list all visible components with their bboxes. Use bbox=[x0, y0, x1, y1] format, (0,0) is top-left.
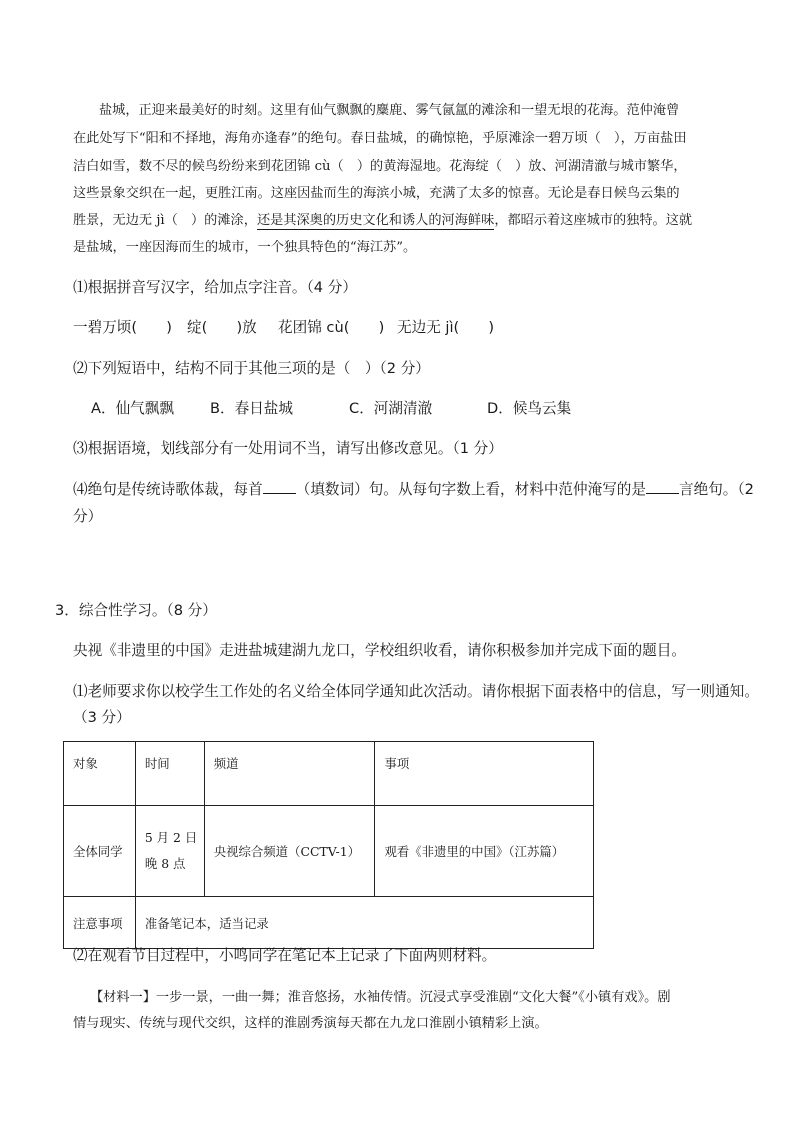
section-3-title: 3．综合性学习。（8 分） bbox=[55, 602, 217, 619]
question-2-prompt: ⑵下列短语中，结构不同于其他三项的是（ ）（2 分） bbox=[73, 360, 430, 377]
table-header-item: 事项 bbox=[375, 742, 594, 806]
passage-line-3: 洁白如雪，数不尽的候鸟纷纷来到花团锦 cù（ ）的黄海湿地。花海绽（ ）放、河湖清澈与城市繁华， bbox=[73, 159, 687, 174]
passage-line-5-end: ，都昭示着这座城市的独特。这就 bbox=[494, 213, 693, 228]
table-note-value: 准备笔记本，适当记录 bbox=[135, 897, 593, 949]
question-1-item-1: 一碧万顷( ) bbox=[73, 319, 172, 336]
question-1-item-3: 花团锦 cù( ) bbox=[278, 319, 385, 336]
table-note-row bbox=[64, 897, 594, 949]
question-4-part-2: （填数词）句。从每句字数上看，材料中范仲淹写的是 bbox=[295, 481, 646, 498]
table-header-time: 时间 bbox=[135, 742, 204, 806]
question-4-line-2: 分） bbox=[73, 508, 103, 525]
section-3-sub2: ⑵在观看节目过程中，小鸣同学在笔记本上记录了下面两则材料。 bbox=[73, 947, 497, 964]
option-b: B．春日盐城 bbox=[210, 400, 293, 417]
table-header-row bbox=[64, 742, 594, 806]
question-4-part-1: ⑷绝句是传统诗歌体裁，每首 bbox=[73, 481, 263, 498]
option-d: D．候鸟云集 bbox=[487, 400, 572, 417]
answer-blank bbox=[646, 481, 679, 494]
answer-blank bbox=[263, 481, 296, 494]
section-3-intro: 央视《非遗里的中国》走进盐城建湖九龙口，学校组织收看，请你积极参加并完成下面的题目。 bbox=[73, 642, 686, 659]
table-cell-time-date: 5 月 2 日 bbox=[144, 830, 198, 845]
section-3-sub1-line-1: ⑴老师要求你以校学生工作处的名义给全体同学通知此次活动。请你根据下面表格中的信息，写一则通知。 bbox=[73, 683, 759, 700]
table-header-channel: 频道 bbox=[204, 742, 375, 806]
material-1-line-2: 情与现实、传统与现代交织，这样的淮剧秀演每天都在九龙口淮剧小镇精彩上演。 bbox=[73, 1016, 548, 1031]
passage-line-5-start: 胜景，无边无 jì（ ）的滩涂， bbox=[73, 213, 257, 228]
passage-line-6: 是盐城，一座因海而生的城市，一个独具特色的“海江苏”。 bbox=[73, 240, 417, 255]
table-cell-time bbox=[135, 806, 204, 897]
table-note-label: 注意事项 bbox=[64, 897, 136, 949]
table-cell-item: 观看《非遗里的中国》（江苏篇） bbox=[375, 806, 594, 897]
passage-line-1: 盐城，正迎来最美好的时刻。这里有仙气飘飘的麋鹿、雾气氤氲的滩涂和一望无垠的花海。范仲淹曾 bbox=[99, 103, 680, 118]
table-header-target: 对象 bbox=[64, 742, 136, 806]
question-1-item-4: 无边无 jì( ) bbox=[397, 319, 495, 336]
table-cell-target: 全体同学 bbox=[64, 806, 136, 897]
material-1-line-1: 【材料一】一步一景，一曲一舞；淮音悠扬，水袖传情。沉浸式享受淮剧“文化大餐”《小镇有戏》。剧 bbox=[90, 990, 671, 1005]
question-3-prompt: ⑶根据语境，划线部分有一处用词不当，请写出修改意见。（1 分） bbox=[73, 440, 503, 457]
passage-line-4: 这些景象交织在一起，更胜江南。这座因盐而生的海滨小城，充满了太多的惊喜。无论是春日候鸟云集的 bbox=[73, 186, 680, 201]
option-c: C．河湖清澈 bbox=[349, 400, 433, 417]
passage-line-2: 在此处写下“阳和不择地，海角亦逢春”的绝句。春日盐城，的确惊艳，乎原滩涂一碧万顷（ ），万亩盐田 bbox=[73, 131, 687, 146]
notice-info-table bbox=[63, 741, 594, 949]
passage-line-5 bbox=[73, 209, 692, 228]
question-1-item-2: 绽( )放 bbox=[187, 319, 257, 336]
table-cell-channel: 央视综合频道（CCTV-1） bbox=[204, 806, 375, 897]
question-1-prompt: ⑴根据拼音写汉字，给加点字注音。（4 分） bbox=[73, 279, 357, 296]
table-row bbox=[64, 806, 594, 897]
question-4-part-3: 言绝句。（2 bbox=[679, 481, 754, 498]
section-3-sub1-line-2: （3 分） bbox=[73, 709, 131, 726]
table-cell-time-hour: 晚 8 点 bbox=[144, 856, 186, 871]
option-a: A．仙气飘飘 bbox=[91, 400, 174, 417]
underlined-phrase: 还是其深奥的历史文化和诱人的河海鲜味 bbox=[256, 213, 495, 228]
question-4-line-1 bbox=[73, 478, 754, 499]
